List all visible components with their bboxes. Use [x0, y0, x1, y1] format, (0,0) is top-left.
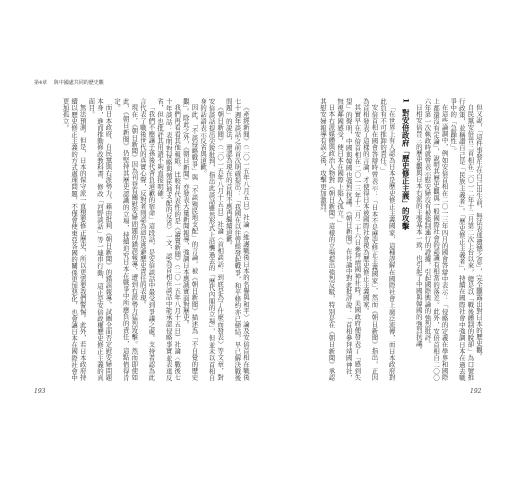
paragraph: 而日本政府、自民黨與右派勢力，藉由批判《朝日新聞》的錯誤報導，試圖全面否定慰安婦問題本身，進而推動修改教科書、修改「河野談話」等一連串行動，這正是安倍政權歷史修正主義的真面目。 [87, 98, 113, 381]
paragraph: 「在世界上有人認為日本是歷史修正主義國家，這種誤解在國際社會上廣泛流傳，而日本政府對此負有不可推卸的責任。」 [379, 98, 396, 381]
running-head-title: 與中國處共同的歷史觀 [53, 80, 104, 86]
paragraph: 我們再看看其他報紙。比較有代表性的是《讀賣新聞》（二〇一五年八月十五日）社論〈戰後七十年談話：表明對侵略與殖民地支配的反省〉一文，認為首相在談話中能承認侵略事實並表達反省，但也批評其用語不夠直接明確。 [156, 98, 182, 381]
paragraph: 現在，《朝日新聞》因為刊登有關慰安婦問題的錯誤報導，遭到右派勢力猛烈攻擊。然而即使如此，《朝日新聞》仍堅持其歷史認識的立場，持續追究日本在戰爭中所應負的責任，這點值得肯定。 [113, 98, 139, 381]
paragraph: 但又說，「這件事發生在自己出生前，無法表達遺憾之意」，完全顯露出對日本的歷史觀。 [475, 104, 483, 360]
paragraph: 日相安倍晉三的歷史觀與日本右派的主張基本一致，也引起了中國與韓國的強烈抗議。 [414, 104, 423, 354]
page-number-left: 193 [34, 388, 46, 395]
left-page-text [38, 98, 250, 381]
paragraph: 「我們不應讓子孫後代背負道歉的宿命」這段話，是安倍談話中最受到爭議之處。支持者認為此言代表了戰後世代的真實心聲，反對者則認為這是逃避歷史責任的表現。 [138, 98, 156, 381]
running-head [34, 80, 104, 86]
paragraph: 其實早在安倍首相在二〇一三年十二月二十六日參拜靖國神社時，美國政府便發表了「感到失望」的聲明，中國與韓國也強烈抗議。《朝日新聞》在社論中對此批評說：「首相參拜靖國神社，無視鄰國感受，使日本在國際上陷入孤立。」 [336, 98, 362, 381]
paragraph: 《朝日新聞》（二〇一五年八月十五日）社論〈首相談話：到底是為了什麼而發表〉等文章，對安倍談話提出尖銳批判，指出此談話雖然形式上沿襲過去的「歷代內閣的立場」，但並未以首相自身的話語表示反省與道歉。 [199, 98, 225, 381]
page-number-right: 192 [470, 388, 482, 395]
paragraph: 安倍首相在國會答辯時曾表示：「日本不是歷史修正主義國家」，然而《朝日新聞》指出，正因為首相發表了這樣的言論，才使得日本被國際社會視為歷史修正主義國家。 [361, 98, 379, 381]
section-heading [401, 98, 410, 381]
paragraph: 《產經新聞》（二〇一五年八月五日）社論〈維護戰後日本的名譽與和平〉論及安倍首相在戰後七十週年談話之前首次明確提出：「我國在以往曾經發起戰爭，和平條約亦已締結，早已解決戰後問題」的說法，還認為現在的首相不應再繼續道歉。 [224, 98, 250, 381]
section-heading-number: 1 [401, 98, 411, 104]
paragraph: 在這些論調中，例如安倍首相在二〇一三年四月的國會答辯中表示：「侵略的定義在學界和國際上都還沒有定論」，說明其歷史觀與一般國際社會的認識有相當的落差。此外，安倍首相自二〇〇六年第一次執政時就曾表示慰安婦沒有被強制連行的證據，引起國際輿論的強烈批評。 [423, 98, 449, 381]
right-page-text [283, 98, 483, 381]
paragraph: 無法預測。但是，日本的保守派一直想要修正歷史，所以更需要我們警惕。此外，若日本政府持續以歷史修正主義的方式處理問題，不僅會使東亞各國的關係更加惡化，也會讓日本在國際社會中更加孤立。 [61, 98, 87, 381]
running-head-chapter: 第4章 [34, 80, 48, 86]
section-heading-title: 對安倍政府「歷史修正主義」的攻擊 [401, 109, 411, 230]
paragraph: 自民黨安倍晉三首相在二〇一二年十二月第二次上台以來，總是以「戰後體制的脫卻」為口號推行政策，並稱讚自己是「民族主義者」。「歷史修正主義者」，持續在國際社會中強調日本在過去戰爭中的「急躁性」。 [449, 98, 475, 381]
paragraph: 因此，「不談侵略戰爭」與「不談殖民地支配」的言論，被《朝日新聞》描述為「不自覺的歷史觀」。除此之外，《朝日新聞》亦發表大量新聞報導，強調日本應誠實面對歷史。 [181, 98, 199, 381]
paragraph: 日本右派媒體與政治人物對《朝日新聞》這樣的立場提出強烈反駁，特別是在《朝日新聞》承認其慰安婦報導有誤之後，攻擊更加激烈。 [318, 98, 336, 381]
